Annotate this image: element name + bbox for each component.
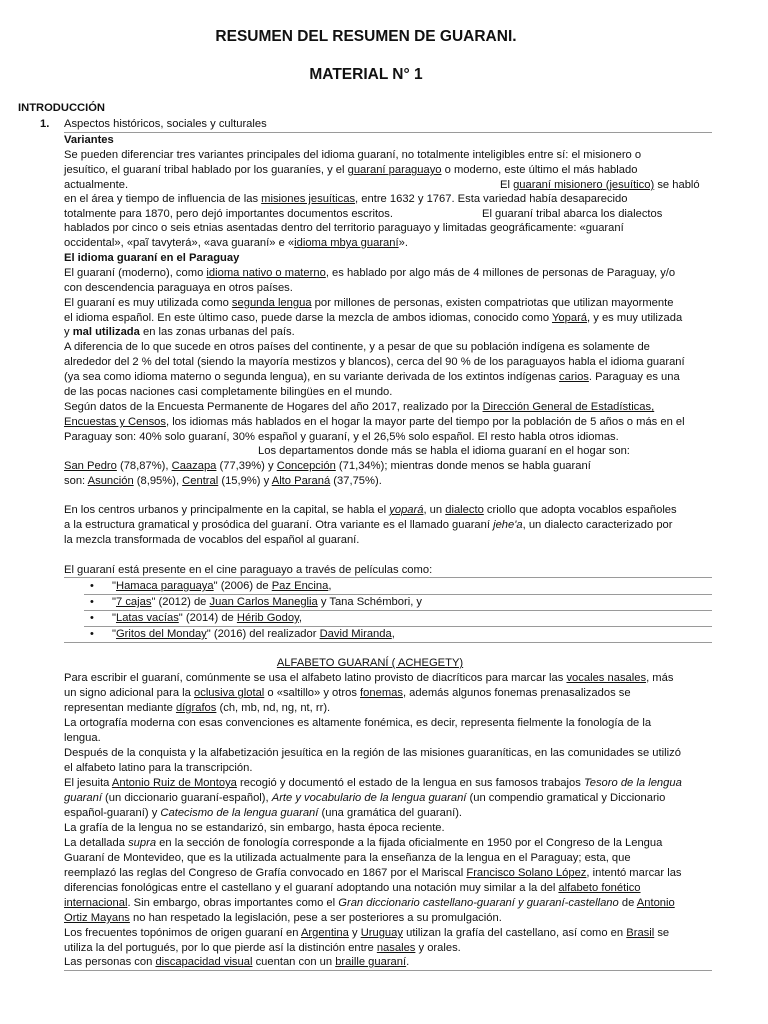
link[interactable]: vocales nasales <box>566 672 647 684</box>
link[interactable]: braille guaraní <box>335 956 407 968</box>
text-line: La grafía de la lengua no se estandarizó, sin embargo, hasta época reciente. <box>64 822 445 834</box>
text-line: alrededor del 2 % del total (siendo la mayoría mestizos y blancos), cerca del 90 % de los paraguayos habla el idioma guaraní <box>64 356 685 368</box>
link[interactable]: Encuestas y Censos <box>64 416 166 428</box>
text-line: Los departamentos donde más se habla el idioma guaraní en el hogar son: <box>258 445 630 457</box>
list-item-label: Aspectos históricos, sociales y culturales <box>64 118 267 130</box>
text-line: lengua. <box>64 732 101 744</box>
text-line: San Pedro (78,87%), Caazapa (77,39%) y Concepción (71,34%); mientras donde menos se habla guaraní <box>64 460 591 472</box>
text-line: el alfabeto latino para la transcripción. <box>64 762 253 774</box>
text-line: totalmente para 1870, pero dejó importantes documentos escritos. <box>64 208 393 220</box>
text-line: un signo adicional para la oclusiva glotal o «saltillo» y otros fonemas, además algunos fonemas prenasalizados se <box>64 687 631 699</box>
link[interactable]: carios <box>559 371 589 383</box>
bullet-icon: • <box>90 596 94 608</box>
list-item: "7 cajas" (2012) de Juan Carlos Maneglia y Tana Schémbori, y <box>112 596 423 608</box>
link[interactable]: Ortiz Mayans <box>64 912 130 924</box>
text-line: La ortografía moderna con esas convenciones es altamente fonémica, es decir, representa fielmente la fonología de la <box>64 717 652 729</box>
link[interactable]: Alto Paraná <box>271 475 331 487</box>
text-line: utiliza la del portugués, por lo que pierde así la distinción entre nasales y orales. <box>64 942 461 954</box>
link[interactable]: David Miranda <box>319 628 392 640</box>
link[interactable]: Hamaca paraguaya <box>115 580 214 592</box>
list-number: 1. <box>40 118 50 130</box>
text-line: y mal utilizada en las zonas urbanas del país. <box>64 326 295 338</box>
link[interactable]: guaraní misionero (jesuítico) <box>513 179 655 191</box>
section-heading: El idioma guaraní en el Paraguay <box>64 252 240 264</box>
link[interactable]: Juan Carlos Maneglia <box>209 596 318 608</box>
link[interactable]: oclusiva glotal <box>194 687 265 699</box>
text-line: El guaraní misionero (jesuítico) se habló <box>500 179 700 191</box>
link[interactable]: Dirección General de Estadísticas, <box>482 401 655 413</box>
link[interactable]: yopará <box>389 504 424 516</box>
text-line: español-guaraní) y Catecismo de la lengua guaraní (una gramática del guaraní). <box>64 807 463 819</box>
text-line: jesuítico, el guaraní tribal hablado por los guaraníes, y el guaraní paraguayo o moderno, este último el más hablado <box>64 164 638 176</box>
link[interactable]: idioma nativo o materno <box>206 267 326 279</box>
link[interactable]: misiones jesuíticas <box>261 193 356 205</box>
link[interactable]: Paz Encina <box>271 580 329 592</box>
link[interactable]: Argentina <box>300 927 349 939</box>
text-line: guaraní (un diccionario guaraní-español), Arte y vocabulario de la lengua guaraní (un compendio gramatical y Diccionario <box>64 792 666 804</box>
text-line: hablados por cinco o seis etnias asentadas dentro del territorio paraguayo y limitadas geográficamente: «guaraní <box>64 222 624 234</box>
text-line: actualmente. <box>64 179 129 191</box>
text-line: reemplazó las reglas del Congreso de Grafía convocado en 1867 por el Mariscal Francisco Solano López, intentó marcar las <box>64 867 682 879</box>
text-line: representan mediante dígrafos (ch, mb, nd, ng, nt, rr). <box>64 702 331 714</box>
list-item: "Gritos del Monday" (2016) del realizador David Miranda, <box>112 628 395 640</box>
link[interactable]: internacional <box>64 897 128 909</box>
link[interactable]: Caazapa <box>171 460 217 472</box>
text-line: El guaraní (moderno), como idioma nativo o materno, es hablado por algo más de 4 millones de personas de Paraguay, y/o <box>64 267 676 279</box>
bullet-icon: • <box>90 628 94 640</box>
link[interactable]: discapacidad visual <box>155 956 253 968</box>
list-item: "Latas vacías" (2014) de Hérib Godoy, <box>112 612 302 624</box>
material-title: MATERIAL N° 1 <box>309 66 423 83</box>
text-line: Ortiz Mayans no han respetado la legislación, pese a ser posteriores a su promulgación. <box>64 912 502 924</box>
text-line: Las personas con discapacidad visual cuentan con un braille guaraní. <box>64 956 410 968</box>
text-line: La detallada supra en la sección de fonología corresponde a la fijada oficialmente en 1950 por el Congreso de la Lengua <box>64 837 663 849</box>
link[interactable]: Antonio Ruiz de Montoya <box>111 777 237 789</box>
text-line: El jesuita Antonio Ruiz de Montoya recogió y documentó el estado de la lengua en sus famosos trabajos Tesoro de la lengua <box>64 777 682 789</box>
divider <box>64 970 712 971</box>
divider <box>64 577 712 578</box>
link[interactable]: dígrafos <box>175 702 217 714</box>
text-line: Según datos de la Encuesta Permanente de Hogares del año 2017, realizado por la Dirección General de Estadísticas, <box>64 401 655 413</box>
link[interactable]: dialecto <box>445 504 484 516</box>
intro-heading: INTRODUCCIÓN <box>18 102 106 114</box>
text-line: la mezcla transformada de vocablos del español al guaraní. <box>64 534 360 546</box>
text-line: Los frecuentes topónimos de origen guaraní en Argentina y Uruguay utilizan la grafía del castellano, así como en Brasil se <box>64 927 670 939</box>
link[interactable]: Francisco Solano López <box>466 867 587 879</box>
document-title: RESUMEN DEL RESUMEN DE GUARANI. <box>215 28 517 45</box>
link[interactable]: Yopará <box>551 312 588 324</box>
link[interactable]: fonemas <box>360 687 403 699</box>
list-item: "Hamaca paraguaya" (2006) de Paz Encina, <box>112 580 332 592</box>
link[interactable]: idioma mbya guaraní <box>294 237 399 249</box>
link[interactable]: Latas vacías <box>115 612 179 624</box>
variantes-heading: Variantes <box>64 134 114 146</box>
link[interactable]: Antonio <box>636 897 675 909</box>
text-line: diferencias fonológicas entre el castellano y el guaraní adoptando una notación muy similar a la del alfabeto fonético <box>64 882 641 894</box>
text-line: En los centros urbanos y principalmente en la capital, se habla el yopará, un dialecto criollo que adopta vocablos españoles <box>64 504 677 516</box>
bullet-icon: • <box>90 580 94 592</box>
text-line: El guaraní es muy utilizada como segunda lengua por millones de personas, existen compatriotas que utilizan mayormente <box>64 297 674 309</box>
bullet-icon: • <box>90 612 94 624</box>
link[interactable]: Central <box>182 475 219 487</box>
text-line: el idioma español. En este último caso, puede darse la mezcla de ambos idiomas, conocido como Yopará, y es muy utilizada <box>64 312 683 324</box>
text-line: El guaraní tribal abarca los dialectos <box>482 208 663 220</box>
link[interactable]: Brasil <box>626 927 655 939</box>
link[interactable]: segunda lengua <box>231 297 312 309</box>
text-line: a la estructura gramatical y prosódica del guaraní. Otra variante es el llamado guaraní jehe'a, un dialecto caracterizado por <box>64 519 673 531</box>
link[interactable]: Gritos del Monday <box>115 628 207 640</box>
link[interactable]: Concepción <box>276 460 336 472</box>
text-line: en el área y tiempo de influencia de las misiones jesuíticas, entre 1632 y 1767. Esta variedad había desaparecido <box>64 193 628 205</box>
text-line: con descendencia paraguaya en otros países. <box>64 282 293 294</box>
text-line: Encuestas y Censos, los idiomas más hablados en el hogar la mayor parte del tiempo por la población de 5 años o más en el <box>64 416 685 428</box>
link[interactable]: Hérib Godoy <box>236 612 299 624</box>
link[interactable]: 7 cajas <box>115 596 152 608</box>
divider <box>64 642 712 643</box>
link[interactable]: Asunción <box>87 475 134 487</box>
link[interactable]: nasales <box>376 942 416 954</box>
text-line: Paraguay son: 40% solo guaraní, 30% español y guaraní, y el 26,5% solo español. El resto habla otros idiomas. <box>64 431 619 443</box>
link[interactable]: alfabeto fonético <box>558 882 641 894</box>
alfabeto-heading: ALFABETO GUARANÍ ( ACHEGETY) <box>276 657 464 669</box>
text-line: Guaraní de Montevideo, que es la utilizada actualmente para la enseñanza de la lengua en el Paraguay; esta, que <box>64 852 631 864</box>
divider <box>64 132 712 133</box>
link[interactable]: guaraní paraguayo <box>347 164 442 176</box>
text-line: de las pocas naciones casi completamente bilingües en el mundo. <box>64 386 393 398</box>
text-line: Se pueden diferenciar tres variantes principales del idioma guaraní, no totalmente inteligibles entre sí: el misionero o <box>64 149 642 161</box>
text-line: internacional. Sin embargo, obras importantes como el Gran diccionario castellano-guaraní y guaraní-castellano de Antonio <box>64 897 675 909</box>
link[interactable]: San Pedro <box>64 460 117 472</box>
text-line: El guaraní está presente en el cine paraguayo a través de películas como: <box>64 564 433 576</box>
text-line: A diferencia de lo que sucede en otros países del continente, y a pesar de que su población indígena es solamente de <box>64 341 650 353</box>
text-line: occidental», «paĩ tavyterá», «ava guaraní» e «idioma mbya guaraní». <box>64 237 408 249</box>
text-line: (ya sea como idioma materno o segunda lengua), en su variante derivada de los extintos indígenas carios. Paraguay es una <box>64 371 680 383</box>
text-line: Después de la conquista y la alfabetización jesuítica en la región de las misiones guaraníticas, en las comunidades se utilizó <box>64 747 681 759</box>
link[interactable]: Uruguay <box>360 927 403 939</box>
text-line: son: Asunción (8,95%), Central (15,9%) y Alto Paraná (37,75%). <box>64 475 382 487</box>
text-line: Para escribir el guaraní, comúnmente se usa el alfabeto latino provisto de diacríticos para marcar las vocales nasales, más <box>64 672 674 684</box>
